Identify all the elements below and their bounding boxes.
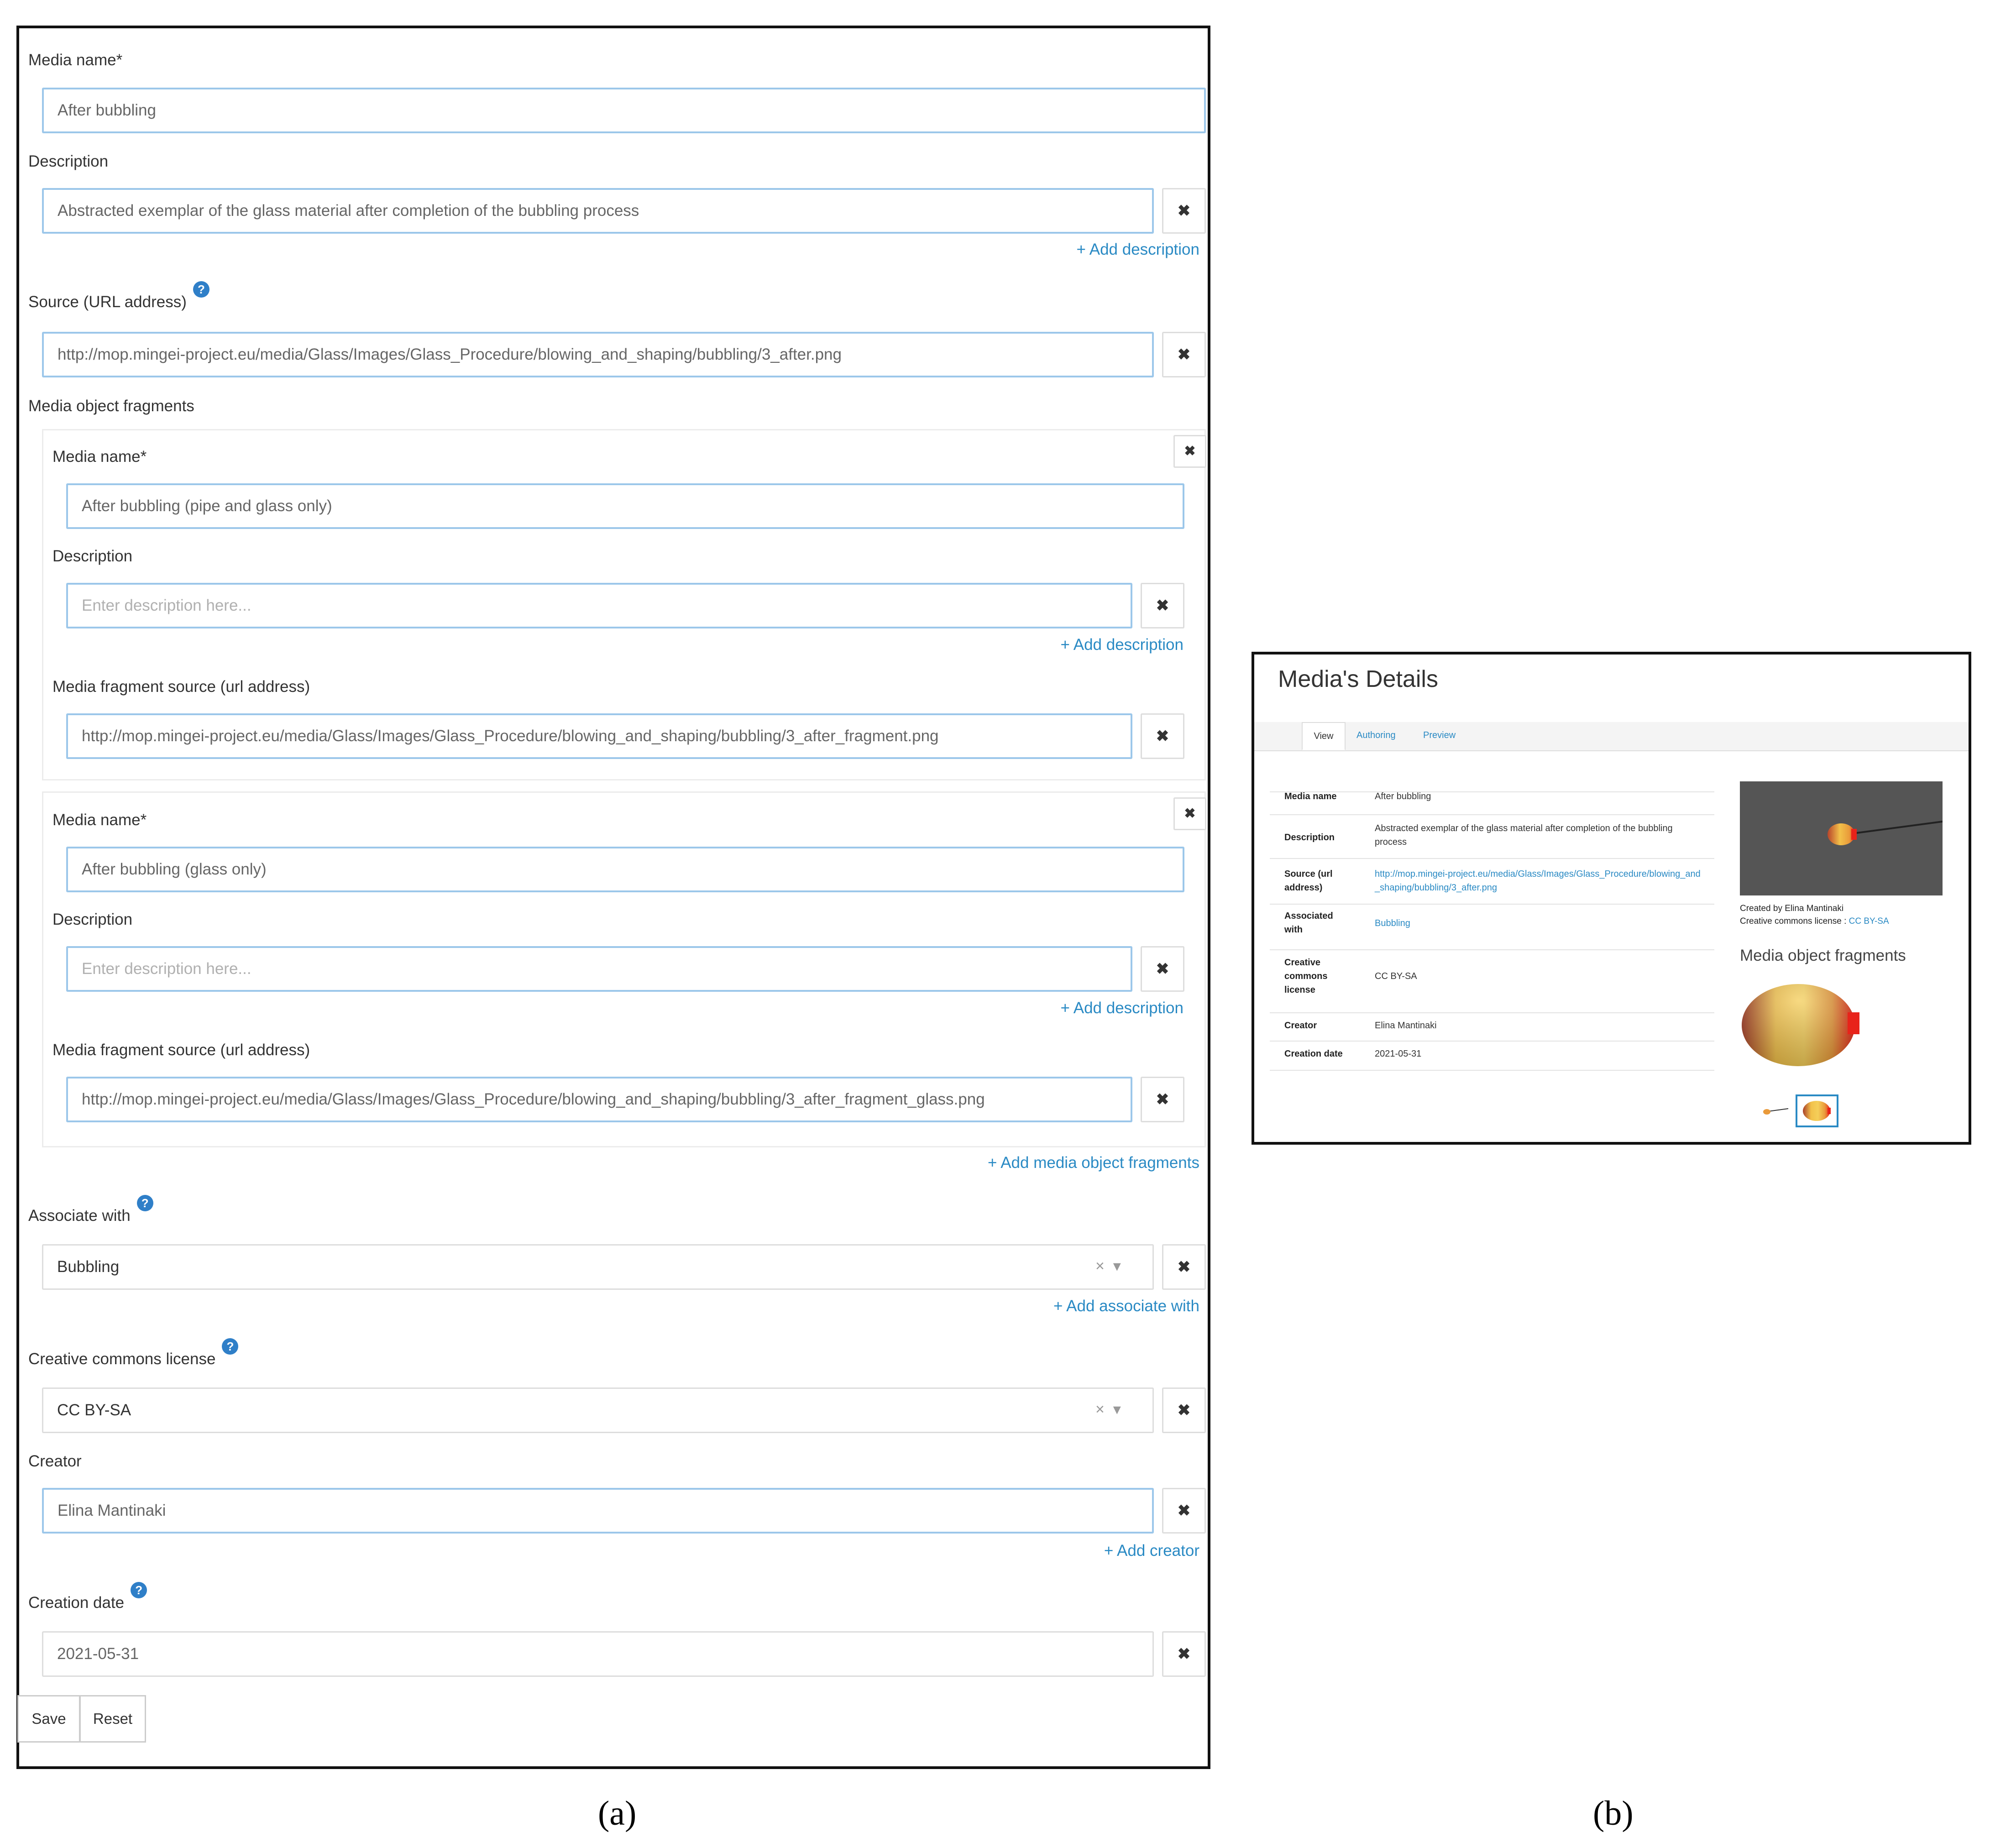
save-button[interactable]: Save	[17, 1695, 80, 1743]
fragment-thumbnail-pipe[interactable]	[1762, 1106, 1789, 1115]
row-divider	[1270, 949, 1714, 950]
detail-label: Creator	[1284, 1021, 1317, 1031]
help-icon[interactable]: ?	[222, 1338, 238, 1355]
clear-icon[interactable]: ×	[1095, 1257, 1105, 1275]
close-icon: ✖	[1156, 960, 1169, 978]
associated-link[interactable]: Bubbling	[1375, 918, 1410, 928]
remove-fragment-button[interactable]	[1173, 435, 1206, 468]
fragments-title: Media object fragments	[1740, 947, 1906, 964]
close-icon: ✖	[1156, 597, 1169, 614]
remove-license-button[interactable]	[1162, 1387, 1206, 1433]
close-icon: ✖	[1177, 202, 1191, 220]
remove-fragment-button[interactable]	[1173, 797, 1206, 830]
detail-label: Creation date	[1284, 1049, 1343, 1059]
fragment-source-label: Media fragment source (url address)	[52, 678, 310, 696]
tab-preview[interactable]: Preview	[1423, 730, 1456, 740]
reset-button[interactable]: Reset	[79, 1695, 146, 1743]
fragment-name-input[interactable]: After bubbling (pipe and glass only)	[66, 483, 1184, 529]
page-title: Media's Details	[1278, 666, 1438, 692]
detail-value: Elina Mantinaki	[1375, 1021, 1437, 1031]
detail-value: CC BY-SA	[1375, 971, 1417, 981]
fragment-description-label: Description	[52, 911, 133, 928]
remove-associate-button[interactable]	[1162, 1244, 1206, 1290]
remove-source-button[interactable]	[1162, 332, 1206, 377]
close-icon: ✖	[1177, 1402, 1191, 1419]
close-icon: ✖	[1177, 346, 1191, 363]
detail-value: 2021-05-31	[1375, 1049, 1422, 1059]
source-label	[28, 283, 209, 311]
creator-input[interactable]: Elina Mantinaki	[42, 1488, 1154, 1534]
license-label-text: Creative commons license	[28, 1350, 216, 1368]
add-creator-link[interactable]: + Add creator	[1104, 1542, 1199, 1560]
detail-label: Description	[1284, 832, 1335, 843]
caption-b: (b)	[1593, 1794, 1634, 1832]
add-description-link[interactable]: + Add description	[1076, 241, 1199, 258]
media-name-input[interactable]: After bubbling	[42, 88, 1206, 133]
fragment-glass-preview[interactable]	[1740, 979, 1868, 1071]
fragment-source-input[interactable]: http://mop.mingei-project.eu/media/Glass/Images/Glass_Procedure/blowing_and_shaping/bubbling/3_after_fragment_glass.png	[66, 1077, 1132, 1122]
remove-fragment-source-button[interactable]	[1141, 713, 1184, 759]
license-label	[28, 1340, 238, 1368]
license-select[interactable]	[42, 1387, 1154, 1433]
tab-authoring[interactable]: Authoring	[1356, 730, 1396, 740]
glass-on-pipe-illustration	[1740, 781, 1943, 895]
license-prefix: Creative commons license :	[1740, 916, 1849, 926]
detail-label: Creative commons license	[1284, 958, 1328, 995]
fragment-description-label: Description	[52, 547, 133, 565]
close-icon: ✖	[1177, 1258, 1191, 1276]
help-icon[interactable]: ?	[131, 1582, 147, 1598]
source-label-text: Source (URL address)	[28, 293, 187, 311]
associate-with-select[interactable]	[42, 1244, 1154, 1290]
license-value: CC BY-SA	[57, 1401, 131, 1419]
add-associate-with-link[interactable]: + Add associate with	[1053, 1297, 1199, 1315]
close-icon: ✖	[1156, 1091, 1169, 1108]
row-divider	[1270, 1012, 1714, 1013]
fragment-card	[42, 791, 1206, 1147]
creator-label: Creator	[28, 1452, 82, 1470]
detail-label: Media name	[1284, 791, 1337, 801]
media-name-label: Media name*	[28, 51, 123, 69]
remove-fragment-source-button[interactable]	[1141, 1077, 1184, 1122]
fragment-description-input[interactable]: Enter description here...	[66, 946, 1132, 992]
row-divider	[1270, 904, 1714, 905]
remove-fragment-description-button[interactable]	[1141, 583, 1184, 628]
creation-date-label	[28, 1583, 147, 1612]
remove-creator-button[interactable]	[1162, 1488, 1206, 1534]
created-by-text: Created by Elina Mantinaki	[1740, 904, 1844, 913]
detail-label: Source (url address)	[1284, 869, 1333, 893]
remove-fragment-description-button[interactable]	[1141, 946, 1184, 992]
chevron-down-icon[interactable]: ▾	[1113, 1257, 1121, 1275]
fragment-source-input[interactable]: http://mop.mingei-project.eu/media/Glass/Images/Glass_Procedure/blowing_and_shaping/bubbling/3_after_fragment.png	[66, 713, 1132, 759]
fragment-name-label: Media name*	[52, 811, 147, 829]
media-details-panel	[1252, 652, 1971, 1145]
add-media-fragments-link[interactable]: + Add media object fragments	[987, 1154, 1199, 1172]
license-line	[1740, 916, 1889, 927]
detail-value: After bubbling	[1375, 791, 1431, 801]
fragment-card	[42, 429, 1206, 780]
close-icon: ✖	[1177, 1645, 1191, 1663]
help-icon[interactable]: ?	[137, 1195, 153, 1211]
chevron-down-icon[interactable]: ▾	[1113, 1401, 1121, 1418]
detail-value: Abstracted exemplar of the glass material after completion of the bubbling process	[1375, 823, 1673, 847]
creation-date-input[interactable]: 2021-05-31	[42, 1631, 1154, 1677]
description-label: Description	[28, 152, 109, 170]
close-icon: ✖	[1156, 728, 1169, 745]
tab-view[interactable]: View	[1302, 722, 1346, 750]
remove-creation-date-button[interactable]	[1162, 1631, 1206, 1677]
fragment-name-input[interactable]: After bubbling (glass only)	[66, 847, 1184, 892]
add-fragment-description-link[interactable]: + Add description	[1060, 999, 1184, 1017]
description-input[interactable]: Abstracted exemplar of the glass material after completion of the bubbling process	[42, 188, 1154, 234]
media-preview-image[interactable]	[1740, 781, 1943, 895]
media-fragments-label: Media object fragments	[28, 397, 194, 415]
close-icon: ✖	[1177, 1502, 1191, 1519]
fragment-description-input[interactable]: Enter description here...	[66, 583, 1132, 628]
fragment-thumbnail-glass-image	[1797, 1096, 1837, 1126]
select-controls	[1095, 1257, 1121, 1275]
row-divider	[1270, 1041, 1714, 1042]
detail-label: Associated with	[1284, 911, 1333, 935]
add-fragment-description-link[interactable]: + Add description	[1060, 636, 1184, 654]
license-link[interactable]: CC BY-SA	[1849, 916, 1889, 926]
caption-a: (a)	[598, 1794, 637, 1832]
source-url-input[interactable]: http://mop.mingei-project.eu/media/Glass/Images/Glass_Procedure/blowing_and_shaping/bubbling/3_after.png	[42, 332, 1154, 377]
remove-description-button[interactable]	[1162, 188, 1206, 234]
row-divider	[1270, 814, 1714, 815]
select-controls	[1095, 1400, 1121, 1419]
associate-with-label-text: Associate with	[28, 1207, 131, 1225]
row-divider	[1270, 1070, 1714, 1071]
fragment-name-label: Media name*	[52, 448, 147, 466]
clear-icon[interactable]: ×	[1095, 1401, 1105, 1418]
associate-with-value: Bubbling	[57, 1258, 120, 1276]
close-icon: ✖	[1184, 444, 1196, 459]
associate-with-label	[28, 1196, 153, 1225]
fragment-thumbnail-glass[interactable]	[1796, 1094, 1838, 1127]
row-divider	[1270, 858, 1714, 859]
close-icon: ✖	[1184, 806, 1196, 821]
authoring-form-panel	[16, 26, 1210, 1769]
help-icon[interactable]: ?	[193, 281, 209, 298]
source-link[interactable]: http://mop.mingei-project.eu/media/Glass/Images/Glass_Procedure/blowing_and_shaping/bubbling/3_after.png	[1375, 869, 1701, 893]
fragment-source-label: Media fragment source (url address)	[52, 1041, 310, 1059]
creation-date-label-text: Creation date	[28, 1594, 125, 1612]
